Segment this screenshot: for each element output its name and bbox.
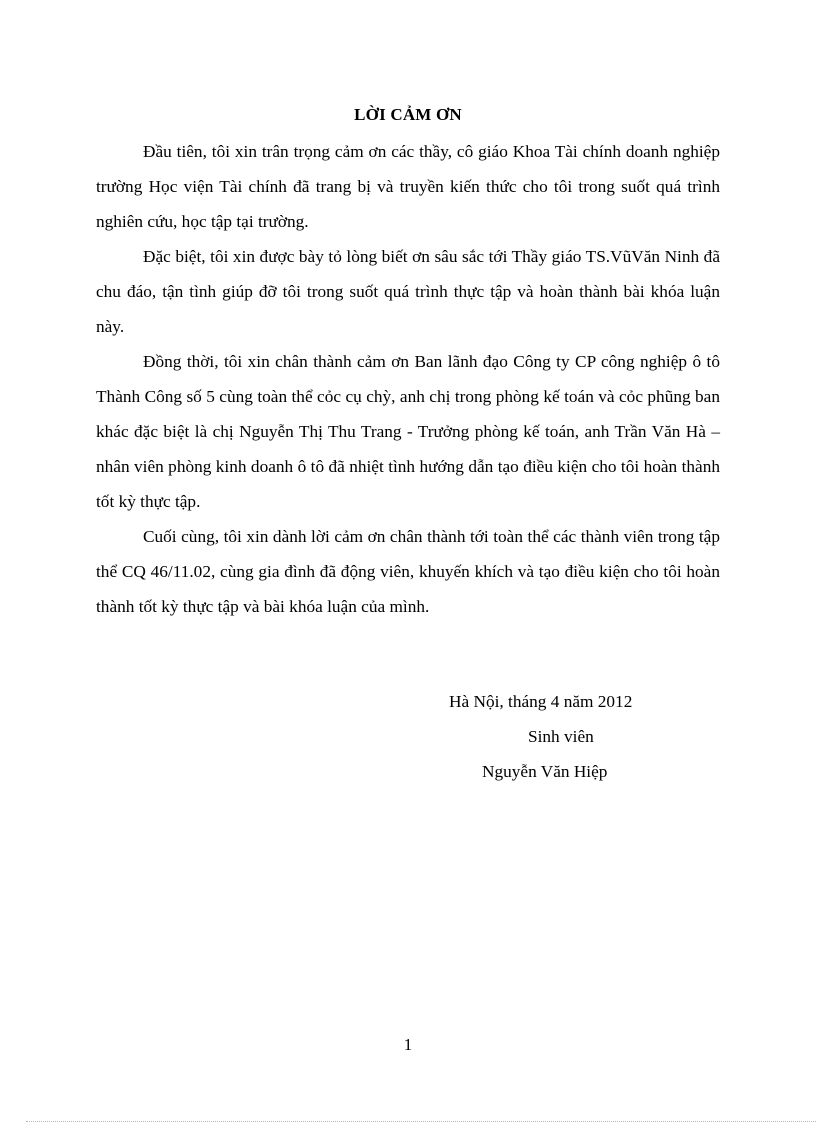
acknowledgement-body: [96, 134, 720, 624]
page-number: 1: [403, 1035, 413, 1054]
paragraph-4: Cuối cùng, tôi xin dành lời cảm ơn chân thành tới toàn thể các thành viên trong tập thể CQ 46/11.02, cùng gia đình đã động viên, khuyến khích và tạo điều kiện cho tôi hoàn thành tốt kỳ thực tập và bài khóa luận của mình.: [96, 527, 720, 616]
signature-name: Nguyễn Văn Hiệp: [482, 762, 608, 781]
paragraph-1: Đầu tiên, tôi xin trân trọng cảm ơn các thầy, cô giáo Khoa Tài chính doanh nghiệp trường Học viện Tài chính đã trang bị và truyền kiến thức cho tôi trong suốt quá trình nghiên cứu, học tập tại trường.: [96, 142, 720, 231]
signature-place-date: Hà Nội, tháng 4 năm 2012: [449, 692, 633, 711]
page-bottom-divider: [26, 1121, 816, 1122]
paragraph-2: Đặc biệt, tôi xin được bày tỏ lòng biết ơn sâu sắc tới Thầy giáo TS.VũVăn Ninh đã chu đáo, tận tình giúp đỡ tôi trong suốt quá trình thực tập và hoàn thành bài khóa luận này.: [96, 247, 720, 336]
paragraph-3: Đồng thời, tôi xin chân thành cảm ơn Ban lãnh đạo Công ty CP công nghiệp ô tô Thành Công số 5 cùng toàn thể cỏc cụ chỳ, anh chị trong phòng kế toán và cỏc phũng ban khác đặc biệt là chị Nguyễn Thị Thu Trang - Trưởng phòng kế toán, anh Trần Văn Hà – nhân viên phòng kinh doanh ô tô đã nhiệt tình hướng dẫn tạo điều kiện cho tôi hoàn thành tốt kỳ thực tập.: [96, 352, 720, 511]
page-title: LỜI CẢM ƠN: [354, 105, 462, 124]
signature-role: Sinh viên: [528, 727, 594, 746]
